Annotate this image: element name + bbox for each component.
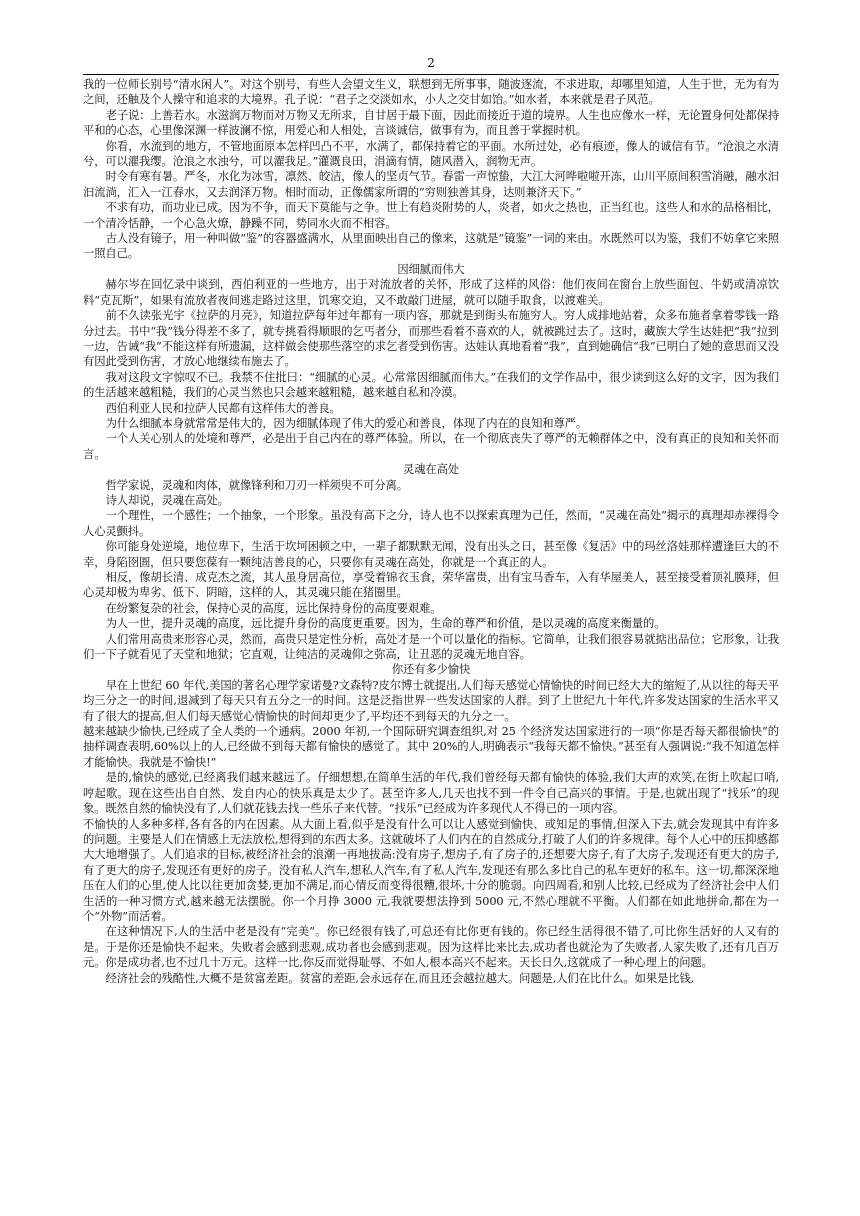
paragraph: 西伯利亚人民和拉萨人民都有这样伟大的善良。	[105, 401, 341, 415]
section-heading: 你还有多少愉快	[391, 663, 471, 677]
paragraph: 古人没有镜子，用一种叫做“鉴”的容器盛满水，从里面映出自己的像来，这就是“镜鉴”一词的来由。水既然可以为鉴，我们不妨拿它来照一照自己。	[83, 232, 779, 261]
paragraph: 赫尔岑在回忆录中谈到，西伯利亚的一些地方，出于对流放者的关怀，形成了这样的风俗：他们夜间在窗台上放些面包、牛奶或清凉饮料“克瓦斯”，如果有流放者夜间逃走路过这里，饥寒交迫，又不敢敲门进屋，就可以随手取食，以渡难关。	[83, 278, 779, 307]
paragraph: 相反，像胡长清、成克杰之流，其人虽身居高位，享受着锦衣玉食，荣华富贵，出有宝马香车，入有华屋美人，甚至接受着顶礼膜拜，但心灵却极为卑劣、低下、阴暗，这样的人，其灵魂只能在猪圈里。	[83, 571, 779, 600]
paragraph: 为人一世，提升灵魂的高度，远比提升身份的高度更重要。因为，生命的尊严和价值，是以灵魂的高度来衡量的。	[105, 617, 666, 631]
header-rule	[83, 74, 779, 75]
document-page	[83, 56, 779, 1206]
paragraph: 一个理性，一个感性；一个抽象，一个形象。虽没有高下之分，诗人也不以探索真理为己任，然而，“灵魂在高处”揭示的真理却赤裸得令人心灵颤抖。	[83, 509, 779, 538]
paragraph: 越来越缺少愉快,已经成了全人类的一个通病。2000 年初,一个国际研究调查组织,对 25 个经济发达国家进行的一项“你是否每天都很愉快”的抽样调查表明,60%以上的人,已经做不到每天都有愉快的感觉了。其中 20%的人,明确表示“我每天都不愉快。”甚至有人强调说:“我不知道怎样才能愉快。我就是不愉快!”	[83, 725, 779, 769]
section-heading: 因细腻而伟大	[397, 262, 465, 276]
paragraph: 你可能身处逆境，地位卑下，生活于坎坷困顿之中，一辈子都默默无闻，没有出头之日，甚至像《复活》中的玛丝洛娃那样遭逢巨大的不幸，身陷囹圄，但只要您葆有一颗纯洁善良的心，只要你有灵魂在高处，你就是一个真正的人。	[83, 540, 779, 569]
paragraph: 不求有功，而功业已成。因为不争，而天下莫能与之争。世上有趋炎附势的人，炎者，如火之热也，正当红也。这些人和水的品格相比，一个清冷恬静，一个心急火燎，静躁不同，势同水火而不相容。	[83, 201, 779, 230]
paragraph: 哲学家说，灵魂和肉体，就像锋利和刀刃一样须臾不可分离。	[105, 478, 408, 492]
paragraph: 一个人关心别人的处境和尊严，必是出于自己内在的尊严体验。所以，在一个彻底丧失了尊严的无赖群体之中，没有真正的良知和关怀而言。	[83, 432, 779, 461]
paragraph: 在这种情况下,人的生活中老是没有“完美”。你已经很有钱了,可总还有比你更有钱的。你已经生活得很不错了,可比你生活好的人又有的是。于是你还是愉快不起来。失败者会感到悲观,成功者也会感到悲观。因为这样比来比去,成功者也就沦为了失败者,人家失败了,还有几百万元。你是成功者,也不过几十万元。这样一比,你反而觉得耻辱、不如人,根本高兴不起来。天长日久,这就成了一种心理上的问题。	[83, 925, 779, 970]
paragraph: 人们常用高贵来形容心灵，然而，高贵只是定性分析，高处才是一个可以量化的指标。它简单，让我们很容易就掂出品位；它形象，让我们一下子就看见了天堂和地狱；它直观，让纯洁的灵魂仰之弥高，让丑恶的灵魂无地自容。	[83, 632, 779, 662]
paragraph: 你看，水流到的地方，不管地面原本怎样凹凸不平，水满了，都保持着它的平面。水所过处，必有痕迹，像人的诚信有节。“沧浪之水清兮，可以濯我缨。沧浪之水浊兮，可以濯我足。”灌溉良田，涓滴有情，随风潜入，润物无声。	[83, 139, 779, 169]
section-heading: 灵魂在高处	[403, 463, 459, 477]
paragraph: 在纷繁复杂的社会，保持心灵的高度，远比保持身份的高度要艰难。	[105, 601, 442, 615]
paragraph: 是的,愉快的感觉,已经离我们越来越远了。仔细想想,在简单生活的年代,我们曾经每天都有愉快的体验,我们大声的欢笑,在街上吹起口哨,哼起歌。现在这些出自自然、发自内心的快乐真是太少了。甚至许多人,几天也找不到一件令自己高兴的事情。于是,也就出现了“找乐”的现象。既然自然的愉快没有了,人们就花钱去找一些乐子来代替。“找乐”已经成为许多现代人不得已的一项内容。	[83, 771, 779, 816]
paragraph: 前不久读张光宇《拉萨的月亮》，知道拉萨每年过年都有一项内容，那就是到街头布施穷人。穷人成排地站着，众多布施者拿着零钱一路分过去。书中“我”钱分得差不多了，就专挑看得顺眼的乞丐者分，而那些看着不喜欢的人，就被跳过去了。这时，藏族大学生达娃把“我”拉到一边，告诫“我”不能这样有所遗漏，这样做会使那些落空的求乞者受到伤害。达娃认真地看着“我”，直到她确信“我”已明白了她的意思而又没有因此受到伤害，才放心地继续布施去了。	[83, 309, 779, 369]
paragraph: 时令有寒有暑。严冬，水化为冰雪，凛然、皎洁，像人的坚贞气节。春雷一声惊蛰，大江大河哗啦啦开冻，山川平原间积雪消融，融水汩汩流淌，汇入一江春水，又去润泽万物。相时而动，正像儒家所谓的“穷则独善其身，达则兼济天下。”	[83, 170, 779, 199]
document-body	[83, 77, 779, 986]
paragraph: 不愉快的人多种多样,各有各的内在因素。从大面上看,似乎是没有什么可以让人感觉到愉快、或知足的事情,但深入下去,就会发现其中有许多的问题。主要是人们在情感上无法放松,想得到的东西太多。这就破坏了人们内在的自然成分,打破了人们的许多规律。每个人心中的压抑感都大大地增强了。人们追求的目标,被经济社会的浪潮一再地拔高:没有房子,想房子,有了房子的,还想要大房子,有了大房子,发现还有更大的房子,有了更大的房子,发现还有更好的房子。没有私人汽车,想私人汽车,有了私人汽车,发现还有那么多比自己的私车更好的私车。这一切,都深深地压在人们的心里,使人比以往更加贪婪,更加不满足,而心情反而变得很糟,很坏,十分的脆弱。向四周看,和别人比较,已经成为了经济社会中人们生活的一种习惯方式,越来越无法摆脱。你一个月挣 3000 元,我就要想法挣到 5000 元,不然心理就不平衡。人们都在如此地拼命,都在为一个“外物”而活着。	[83, 817, 779, 923]
paragraph: 我的一位师长别号“清水闲人”。对这个别号，有些人会望文生义，联想到无所事事，随波逐流，不求进取，却哪里知道，人生于世，无为有为之间，还触及个人操守和追求的大境界。孔子说：“君子之交淡如水，小人之交甘如饴。”如水者，本来就是君子风范。	[83, 78, 779, 107]
paragraph: 为什么细腻本身就常常是伟大的，因为细腻体现了伟大的爱心和善良，体现了内在的良知和尊严。	[105, 416, 588, 430]
paragraph: 我对这段文字惊叹不已。我禁不住批曰：“细腻的心灵。心常常因细腻而伟大。”在我们的文学作品中，很少读到这么好的文字，因为我们的生活越来越粗糙，我们的心灵当然也只会越来越粗糙，越来越自私和冷漠。	[83, 370, 779, 400]
page-number: 2	[427, 56, 435, 70]
paragraph: 经济社会的残酷性,大概不是贫富差距。贫富的差距,会永远存在,而且还会越拉越大。问题是,人们在比什么。如果是比钱,	[105, 971, 695, 985]
paragraph: 老子说：上善若水。水滋润万物而对万物又无所求，自甘居于最下面，因此而接近于道的境界。人生也应像水一样，无论置身何处都保持平和的心态，心里像深渊一样波澜不惊，用爱心和人相处，言谈诚信，做事有为，而且善于掌握时机。	[83, 108, 779, 138]
paragraph: 诗人却说，灵魂在高处。	[105, 493, 229, 507]
paragraph: 早在上世纪 60 年代,美国的著名心理学家诺曼?文森特?皮尔博士就提出,人们每天感觉心情愉快的时间已经大大的缩短了,从以往的每天平均三分之一的时间,退减到了每天只有五分之一的时间。这是泛指世界一些发达国家的人群。到了上世纪九十年代,许多发达国家的生活水平又有了很大的提高,但人们每天感觉心情愉快的时间却更少了,平均还不到每天的九分之一。	[83, 678, 779, 723]
